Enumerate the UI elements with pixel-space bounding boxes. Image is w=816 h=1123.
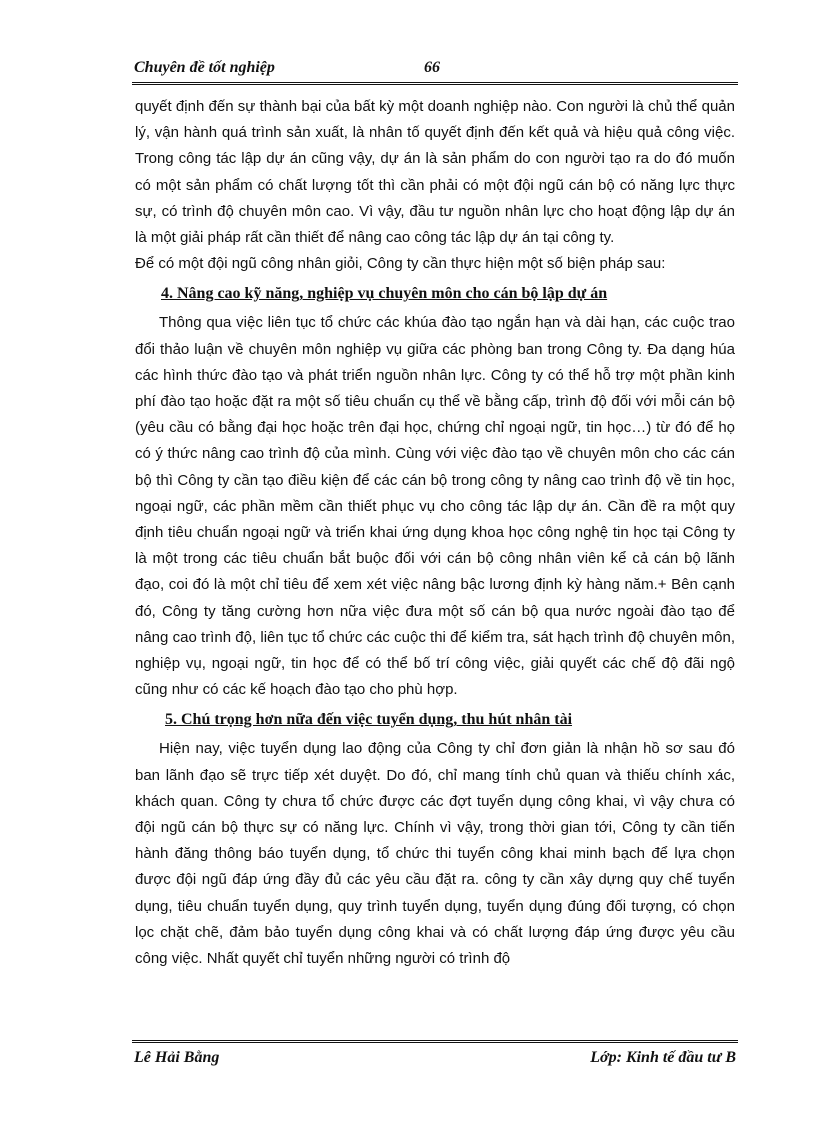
page-footer [132,1047,738,1071]
footer-author: Lê Hải Bằng [134,1049,220,1066]
body-text [135,94,735,972]
paragraph-2: Để có một đội ngũ công nhân giỏi, Công ty cần thực hiện một số biện pháp sau: [135,255,666,273]
paragraph-1: quyết định đến sự thành bại của bất kỳ một doanh nghiệp nào. Con người là chủ thể quản lý, vận hành quá trình sản xuất, là nhân tố quyết định đến kết quả và hiệu quả công việc. Trong công tác lập dự án cũng vậy, dự án là sản phẩm do con người tạo ra do đó muốn có một sản phẩm có chất lượng tốt thì cần phải có một đội ngũ cán bộ có năng lực thực sự, có trình độ chuyên môn cao. Vì vậy, đầu tư nguồn nhân lực cho hoạt động lập dự án là một giải pháp rất cần thiết để nâng cao công tác lập dự án tại công ty. [135,98,735,247]
paragraph-4: Hiện nay, việc tuyển dụng lao động của Công ty chỉ đơn giản là nhận hồ sơ sau đó ban lãnh đạo sẽ trực tiếp xét duyệt. Do đó, chỉ mang tính chủ quan và thiếu chính xác, khách quan. Công ty chưa tổ chức được các đợt tuyển dụng công khai, vì vậy chưa có đội ngũ cán bộ thực sự có năng lực. Chính vì vậy, trong thời gian tới, Công ty cần tiến hành đăng thông báo tuyển dụng, tổ chức thi tuyển công khai minh bạch để lựa chọn được đội ngũ đáp ứng đầy đủ các yêu cầu đặt ra. công ty cần xây dựng quy chế tuyển dụng, tiêu chuẩn tuyển dụng, quy trình tuyển dụng, tuyển dụng đúng đối tượng, có chọn lọc chặt chẽ, đảm bảo tuyển dụng công khai và có chất lượng đáp ứng được yêu cầu công việc. Nhất quyết chỉ tuyển những người có trình độ [135,740,735,968]
page-header [132,57,738,81]
section-heading-4: 4. Nâng cao kỹ năng, nghiệp vụ chuyên môn cho cán bộ lập dự án [161,285,608,303]
header-title: Chuyên đề tốt nghiệp [134,59,275,76]
section-heading-5: 5. Chú trọng hơn nữa đến việc tuyển dụng, thu hút nhân tài [165,711,573,729]
header-rule [132,82,738,85]
footer-class: Lớp: Kinh tế đầu tư B [590,1049,736,1066]
footer-rule [132,1040,738,1043]
paragraph-3: Thông qua việc liên tục tổ chức các khúa đào tạo ngắn hạn và dài hạn, các cuộc trao đổi thảo luận về chuyên môn nghiệp vụ giữa các phòng ban trong Công ty. Đa dạng húa các hình thức đào tạo và phát triển nguồn nhân lực. Công ty có thể hỗ trợ một phần kinh phí đào tạo hoặc đặt ra một số tiêu chuẩn cụ thể về bằng cấp, trình độ đối với mỗi cán bộ (yêu cầu có bằng đại học hoặc trên đại học, chứng chỉ ngoại ngữ, tin học…) từ đó để họ có ý thức nâng cao trình độ của mình. Cùng với việc đào tạo về chuyên môn cho các cán bộ thì Công ty cần tạo điều kiện để các cán bộ trong công ty nâng cao trình độ về tin học, ngoại ngữ, các phần mềm cần thiết phục vụ cho công tác lập dự án. Cần đề ra một quy định tiêu chuẩn ngoại ngữ và triển khai ứng dụng khoa học công nghệ tin học tại Công ty là một trong các tiêu chuẩn bắt buộc đối với cán bộ công nhân viên kể cả cán bộ lãnh đạo, coi đó là một chỉ tiêu để xem xét việc nâng bậc lương định kỳ hàng năm.+ Bên cạnh đó, Công ty tăng cường hơn nữa việc đưa một số cán bộ qua nước ngoài đào tạo để nâng cao trình độ, liên tục tổ chức các cuộc thi để kiểm tra, sát hạch trình độ chuyên môn, nghiệp vụ, ngoại ngữ, tin học để có thể bố trí công việc, giải quyết các chế độ đãi ngộ cũng như có các kế hoạch đào tạo cho phù hợp. [135,314,735,699]
page-number: 66 [424,59,440,76]
